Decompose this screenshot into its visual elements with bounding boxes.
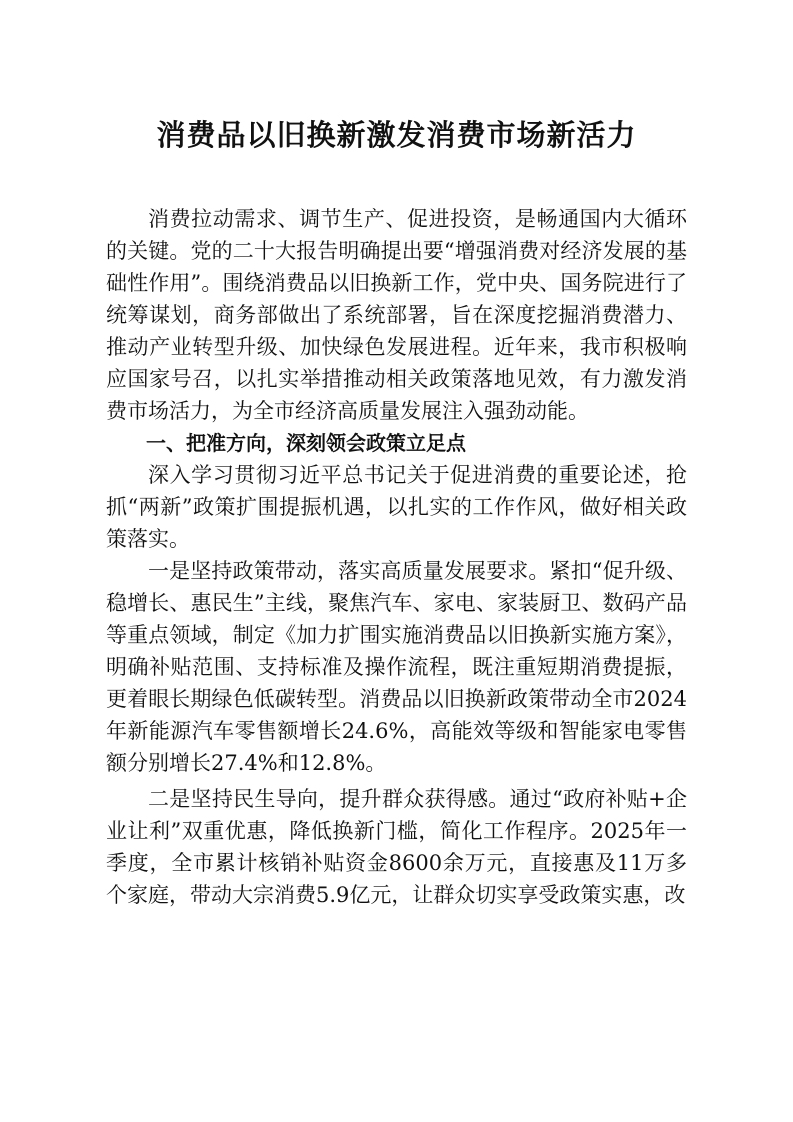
- point-two-text: 坚持民生导向，提升群众获得感。通过“政府补贴+企业让利”双重优惠，降低换新门槛，简化工作程序。2025年一季度，全市累计核销补贴资金8600余万元，直接惠及11万多个家庭，带动大宗消费5.9亿元，让群众切实享受政策实惠，改: [106, 787, 688, 907]
- point-one-text: 坚持政策带动，落实高质量发展要求。紧扣“促升级、稳增长、惠民生”主线，聚焦汽车、家电、家装厨卫、数码产品等重点领域，制定《加力扩围实施消费品以旧换新实施方案》，明确补贴范围、支持标准及操作流程，既注重短期消费提振，更着眼长期绿色低碳转型。消费品以旧换新政策带动全市2024年新能源汽车零售额增长24.6%，高能效等级和智能家电零售额分别增长27.4%和12.8%。: [106, 559, 688, 775]
- section-heading: 一、把准方向，深刻领会政策立足点: [146, 431, 466, 455]
- document-title: 消费品以旧换新激发消费市场新活力: [156, 118, 637, 152]
- section-body-paragraph: 深入学习贯彻习近平总书记关于促进消费的重要论述，抢抓“两新”政策扩围提振机遇，以扎实的工作作风，做好相关政策落实。: [106, 463, 687, 551]
- point-one-paragraph: [106, 555, 687, 779]
- point-two-paragraph: [106, 783, 687, 911]
- intro-paragraph: 消费拉动需求、调节生产、促进投资，是畅通国内大循环的关键。党的二十大报告明确提出要“增强消费对经济发展的基础性作用”。围绕消费品以旧换新工作，党中央、国务院进行了统筹谋划，商务部做出了系统部署，旨在深度挖掘消费潜力、推动产业转型升级、加快绿色发展进程。近年来，我市积极响应国家号召，以扎实举措推动相关政策落地见效，有力激发消费市场活力，为全市经济高质量发展注入强劲动能。: [106, 207, 687, 423]
- point-one-lead: 一是: [148, 559, 191, 583]
- point-two-lead: 二是: [148, 787, 191, 811]
